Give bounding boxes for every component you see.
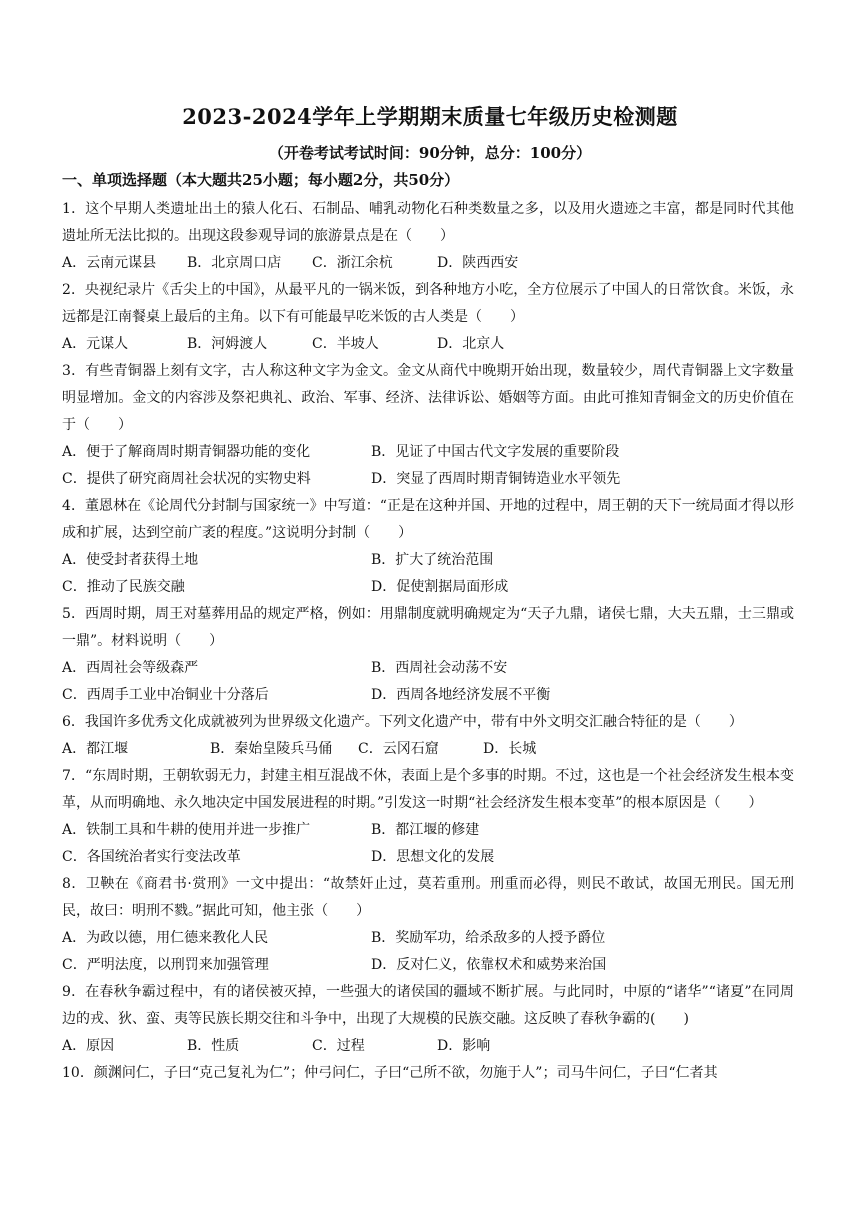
option-c: C．西周手工业中冶铜业十分落后: [62, 687, 269, 703]
options-q6: [62, 736, 794, 763]
option-a: A．铁制工具和牛耕的使用并进一步推广: [62, 822, 311, 838]
option-d: D．影响: [437, 1038, 491, 1054]
options-q2: [62, 331, 794, 358]
options-q4-row2: [62, 574, 794, 601]
question-stem-4: 4．董恩林在《论周代分封制与国家统一》中写道：“正是在这种并国、开地的过程中，周王朝的天下一统局面才得以形成和扩展，达到空前广袤的程度。”这说明分封制（ ）: [62, 498, 794, 541]
option-a: A．使受封者获得土地: [62, 552, 199, 568]
option-a: A．为政以德，用仁德来教化人民: [62, 930, 269, 946]
option-d: D．陕西西安: [437, 255, 519, 271]
option-c: C．推动了民族交融: [62, 579, 185, 595]
option-d: D．北京人: [437, 336, 505, 352]
option-b: B．扩大了统治范围: [371, 552, 494, 568]
question-list: [62, 196, 794, 1087]
option-c: C．严明法度，以刑罚来加强管理: [62, 957, 269, 973]
options-q3-row2: [62, 466, 794, 493]
question-stem-2: 2．央视纪录片《舌尖上的中国》，从最平凡的一锅米饭，到各种地方小吃，全方位展示了中国人的日常饮食。米饭，永远都是江南餐桌上最后的主角。以下有可能最早吃米饭的古人类是（ ）: [62, 282, 794, 325]
option-a: A．云南元谋县: [62, 255, 157, 271]
option-d: D．促使割据局面形成: [371, 579, 509, 595]
option-d: D．长城: [483, 741, 537, 757]
option-c: C．云冈石窟: [358, 741, 439, 757]
option-c: C．过程: [312, 1038, 365, 1054]
option-a: A．都江堰: [62, 741, 129, 757]
page-title: 2023-2024学年上学期期末质量七年级历史检测题: [182, 104, 678, 129]
question-stem-6: 6．我国许多优秀文化成就被列为世界级文化遗产。下列文化遗产中，带有中外文明交汇融合特征的是（ ）: [62, 714, 743, 730]
question-stem-5: 5．西周时期，周王对墓葬用品的规定严格，例如：用鼎制度就明确规定为“天子九鼎，诸侯七鼎，大夫五鼎，士三鼎或一鼎”。材料说明（ ）: [62, 606, 794, 649]
option-c: C．浙江余杭: [312, 255, 393, 271]
option-a: A．便于了解商周时期青铜器功能的变化: [62, 444, 311, 460]
option-a: A．元谋人: [62, 336, 129, 352]
option-d: D．西周各地经济发展不平衡: [371, 687, 551, 703]
section-heading: 一、单项选择题（本大题共25小题；每小题2分，共50分）: [62, 171, 460, 189]
option-c: C．半坡人: [312, 336, 379, 352]
options-q1: [62, 250, 794, 277]
question-stem-3: 3．有些青铜器上刻有文字，古人称这种文字为金文。金文从商代中晚期开始出现，数量较少，周代青铜器上文字数量明显增加。金文的内容涉及祭祀典礼、政治、军事、经济、法律诉讼、婚姻等方面。由此可推知青铜金文的历史价值在于（ ）: [62, 363, 794, 433]
option-b: B．奖励军功，给杀敌多的人授予爵位: [371, 930, 606, 946]
option-c: C．提供了研究商周社会状况的实物史料: [62, 471, 311, 487]
option-d: D．思想文化的发展: [371, 849, 495, 865]
question-stem-9: 9．在春秋争霸过程中，有的诸侯被灭掉，一些强大的诸侯国的疆域不断扩展。与此同时，中原的“诸华”“诸夏”在同周边的戎、狄、蛮、夷等民族长期交往和斗争中，出现了大规模的民族交融。这反映了春秋争霸的( ): [62, 984, 794, 1027]
options-q5-row1: [62, 655, 794, 682]
option-b: B．西周社会动荡不安: [371, 660, 508, 676]
option-d: D．突显了西周时期青铜铸造业水平领先: [371, 471, 621, 487]
option-b: B．秦始皇陵兵马俑: [210, 741, 333, 757]
question-stem-7: 7．“东周时期，王朝软弱无力，封建主相互混战不休，表面上是个多事的时期。不过，这也是一个社会经济发生根本变革，从而明确地、永久地决定中国发展进程的时期。”引发这一时期“社会经济发生根本变革”的根本原因是（ ）: [62, 768, 794, 811]
question-stem-1: 1．这个早期人类遗址出土的猿人化石、石制品、哺乳动物化石种类数量之多，以及用火遗迹之丰富，都是同时代其他遗址所无法比拟的。出现这段参观导词的旅游景点是在（ ）: [62, 201, 794, 244]
option-a: A．原因: [62, 1038, 115, 1054]
question-stem-10: 10．颜渊问仁，子曰“克己复礼为仁”；仲弓问仁，子曰“己所不欲，勿施于人”；司马牛问仁，子曰“仁者其: [62, 1065, 718, 1081]
options-q7-row1: [62, 817, 794, 844]
option-b: B．北京周口店: [187, 255, 282, 271]
exam-info: （开卷考试考试时间：90分钟，总分：100分）: [268, 144, 592, 162]
option-b: B．性质: [187, 1038, 240, 1054]
options-q3-row1: [62, 439, 794, 466]
option-c: C．各国统治者实行变法改革: [62, 849, 241, 865]
options-q7-row2: [62, 844, 794, 871]
option-d: D．反对仁义，依靠权术和威势来治国: [371, 957, 607, 973]
option-b: B．见证了中国古代文字发展的重要阶段: [371, 444, 620, 460]
options-q8-row1: [62, 925, 794, 952]
options-q4-row1: [62, 547, 794, 574]
options-q8-row2: [62, 952, 794, 979]
options-q5-row2: [62, 682, 794, 709]
options-q9: [62, 1033, 794, 1060]
option-b: B．都江堰的修建: [371, 822, 480, 838]
question-stem-8: 8．卫鞅在《商君书·赏刑》一文中提出：“故禁奸止过，莫若重刑。刑重而必得，则民不敢试，故国无刑民。国无刑民，故曰：明刑不戮。”据此可知，他主张（ ）: [62, 876, 794, 919]
option-a: A．西周社会等级森严: [62, 660, 199, 676]
option-b: B．河姆渡人: [187, 336, 268, 352]
